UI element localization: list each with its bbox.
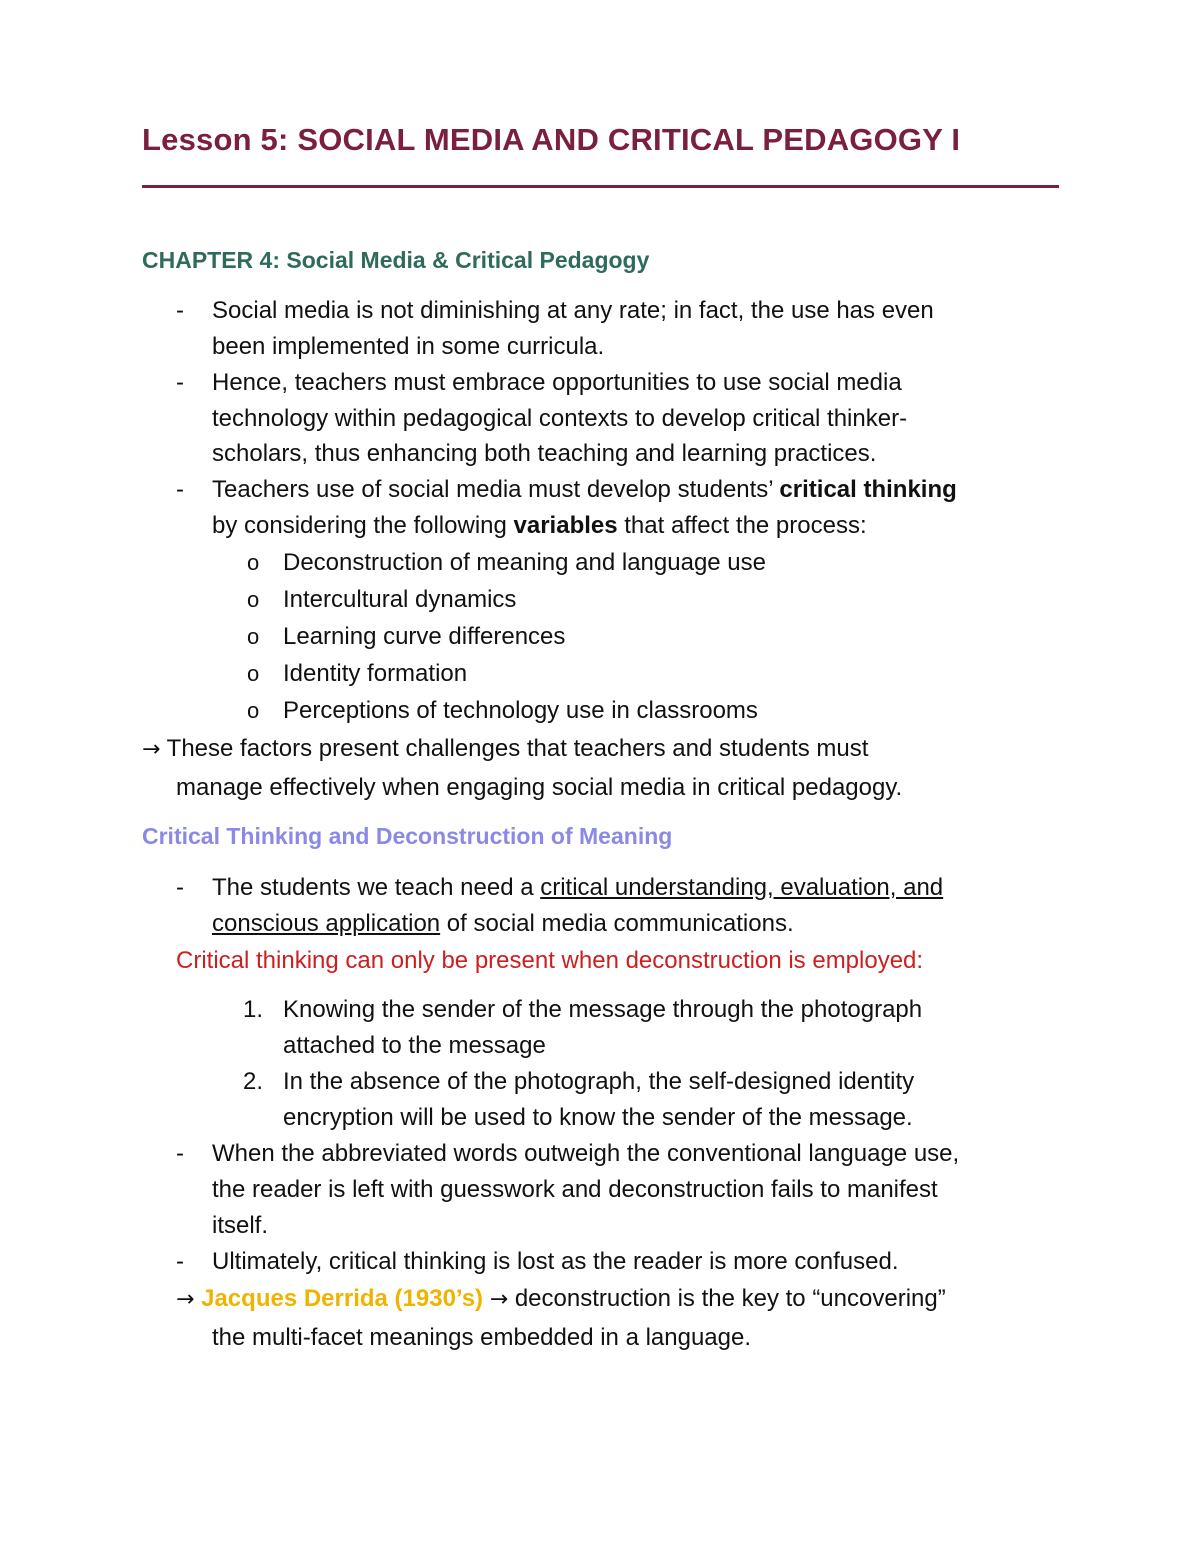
- sub-bullet-marker: o: [247, 550, 260, 575]
- derrida-text: deconstruction is the key to “uncovering”: [508, 1285, 946, 1312]
- arrow-icon: →: [489, 1287, 509, 1312]
- red-note: Critical thinking can only be present when deconstruction is employed:: [176, 947, 924, 974]
- arrow-icon: →: [176, 1287, 195, 1312]
- bullet-dash: -: [176, 1140, 184, 1167]
- variable-item: Intercultural dynamics: [283, 586, 517, 613]
- lesson-title: Lesson 5: SOCIAL MEDIA AND CRITICAL PEDAGOGY I: [142, 122, 961, 157]
- bullet-2-line-3: scholars, thus enhancing both teaching and learning practices.: [212, 440, 877, 467]
- numbered-1-line-2: attached to the message: [283, 1032, 546, 1059]
- bullet-1-line-2: been implemented in some curricula.: [212, 333, 605, 360]
- variable-item: Deconstruction of meaning and language use: [283, 549, 766, 576]
- arrow-icon: →: [142, 737, 161, 762]
- section2-bullet-text: The students we teach need a: [212, 874, 541, 901]
- sub-bullet-marker: o: [247, 661, 260, 686]
- bullet-dash: -: [176, 1248, 184, 1275]
- bullet-3-text: Teachers use of social media must develop students’: [212, 476, 780, 503]
- underlined-phrase: conscious application: [212, 910, 441, 937]
- numbered-2-line-2: encryption will be used to know the sender of the message.: [283, 1104, 913, 1131]
- variable-item: Perceptions of technology use in classrooms: [283, 697, 758, 724]
- variables-bold: variables: [513, 512, 618, 539]
- numbered-2-line-1: In the absence of the photograph, the self-designed identity: [283, 1068, 915, 1095]
- chapter-heading: CHAPTER 4: Social Media & Critical Pedagogy: [142, 247, 650, 273]
- section2-bullet-1-line-1: [212, 873, 943, 903]
- bullet-dash: -: [176, 476, 184, 503]
- numbered-label: 2.: [243, 1068, 264, 1095]
- numbered-label: 1.: [243, 996, 264, 1023]
- derrida-name: Jacques Derrida (1930’s): [201, 1285, 484, 1312]
- sub-bullet-marker: o: [247, 624, 260, 649]
- underlined-phrase: critical understanding, evaluation, and: [540, 874, 944, 901]
- bullet-2-line-1: Hence, teachers must embrace opportunities to use social media: [212, 369, 902, 396]
- section2-bullet-2-line-1: When the abbreviated words outweigh the conventional language use,: [212, 1140, 960, 1167]
- section-heading-deconstruction: Critical Thinking and Deconstruction of Meaning: [142, 823, 673, 849]
- section2-bullet-2-line-2: the reader is left with guesswork and deconstruction fails to manifest: [212, 1176, 938, 1203]
- sub-bullet-marker: o: [247, 587, 260, 612]
- section2-bullet-1-line-2: [212, 909, 794, 939]
- bullet-1-line-1: Social media is not diminishing at any rate; in fact, the use has even: [212, 297, 934, 324]
- summary-text: These factors present challenges that teachers and students must: [166, 735, 869, 762]
- bullet-dash: -: [176, 874, 184, 901]
- derrida-line-2: the multi-facet meanings embedded in a language.: [212, 1324, 752, 1351]
- bullet-dash: -: [176, 297, 184, 324]
- variable-item: Identity formation: [283, 660, 468, 687]
- section2-bullet-text: of social media communications.: [440, 910, 794, 937]
- section2-bullet-3-line-1: Ultimately, critical thinking is lost as the reader is more confused.: [212, 1248, 899, 1275]
- numbered-1-line-1: Knowing the sender of the message through the photograph: [283, 996, 923, 1023]
- critical-thinking-bold: critical thinking: [779, 476, 957, 503]
- bullet-2-line-2: technology within pedagogical contexts to develop critical thinker-: [212, 405, 908, 432]
- summary-line-2: manage effectively when engaging social media in critical pedagogy.: [176, 774, 903, 801]
- bullet-dash: -: [176, 369, 184, 396]
- variable-item: Learning curve differences: [283, 623, 566, 650]
- derrida-line-1: [176, 1284, 946, 1315]
- summary-line-1: [142, 734, 868, 765]
- section2-bullet-2-line-3: itself.: [212, 1212, 269, 1239]
- bullet-3-text-pre: by considering the following: [212, 512, 514, 539]
- title-underline-rule: [142, 185, 1059, 188]
- bullet-3-line-1: [212, 475, 957, 505]
- bullet-3-text-post: that affect the process:: [617, 512, 867, 539]
- bullet-3-line-2: [212, 511, 867, 541]
- sub-bullet-marker: o: [247, 698, 260, 723]
